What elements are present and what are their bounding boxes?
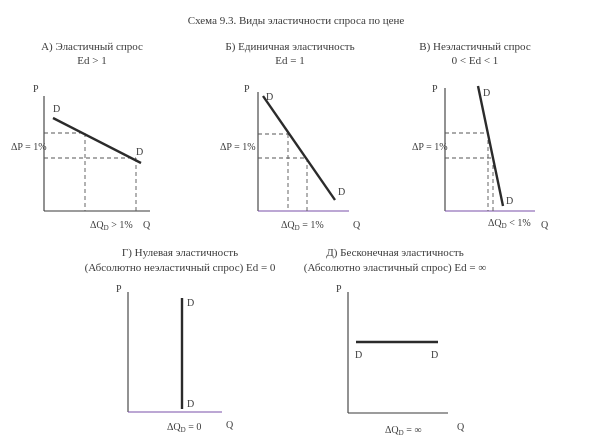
- panel-infinite: [304, 247, 487, 437]
- panel-c-d-top: D: [483, 88, 491, 99]
- panel-b-dp-label: ΔP = 1%: [220, 142, 256, 153]
- panel-e-d-left: D: [355, 350, 363, 361]
- panel-c-p-label: P: [432, 84, 438, 95]
- panel-d-title: Г) Нулевая эластичность: [121, 247, 239, 259]
- panel-d-q-label: Q: [226, 420, 234, 431]
- panel-a-subtitle: Ed > 1: [77, 55, 107, 67]
- panel-b-q-label: Q: [353, 220, 361, 231]
- panel-c-dq-label: $\Delta Q_D < 1\%$: [488, 218, 531, 230]
- panel-unit: [220, 41, 361, 232]
- panel-e-p-label: P: [336, 284, 342, 295]
- panel-elastic: [11, 41, 151, 232]
- panel-a-d-bottom: D: [136, 147, 144, 158]
- panel-c-dp-label: ΔP = 1%: [412, 142, 448, 153]
- panel-c-demand-curve: [478, 86, 503, 206]
- panel-c-title: В) Неэластичный спрос: [419, 41, 531, 53]
- panel-inelastic: [412, 41, 549, 231]
- panel-c-subtitle: 0 < Ed < 1: [451, 55, 499, 67]
- panel-e-title: Д) Бесконечная эластичность: [326, 247, 464, 259]
- panel-d-dq-label: $\Delta Q_D = 0$: [167, 422, 202, 434]
- panel-d-d-top: D: [187, 298, 195, 309]
- panel-a-dq-label: $\Delta Q_D > 1\%$: [90, 220, 133, 232]
- panel-b-dq-label: $\Delta Q_D = 1\%$: [281, 220, 324, 232]
- panel-b-p-label: P: [244, 84, 250, 95]
- panel-a-q-label: Q: [143, 220, 151, 231]
- panel-b-demand-curve: [263, 96, 335, 200]
- panel-a-p-label: P: [33, 84, 39, 95]
- panel-e-q-label: Q: [457, 422, 465, 433]
- panel-b-d-bottom: D: [338, 187, 346, 198]
- panel-e-dq-label: $\Delta Q_D$ = ∞: [385, 425, 422, 437]
- panel-b-subtitle: Ed = 1: [275, 55, 305, 67]
- panel-d-subtitle: (Абсолютно неэластичный спрос) Ed = 0: [84, 262, 276, 274]
- panel-a-dp-label: ΔP = 1%: [11, 142, 47, 153]
- main-title: Схема 9.3. Виды эластичности спроса по цене: [187, 15, 405, 27]
- panel-d-d-bottom: D: [187, 399, 195, 410]
- panel-c-q-label: Q: [541, 220, 549, 231]
- panel-d-p-label: P: [116, 284, 122, 295]
- panel-a-d-top: D: [53, 104, 61, 115]
- panel-b-d-top: D: [266, 92, 274, 103]
- panel-a-demand-curve: [53, 118, 144, 163]
- panel-zero: [85, 247, 276, 434]
- panel-e-subtitle: (Абсолютно эластичный спрос) Ed = ∞: [303, 262, 487, 274]
- panel-e-d-right: D: [431, 350, 439, 361]
- panel-a-title: А) Эластичный спрос: [41, 41, 143, 53]
- panel-b-title: Б) Единичная эластичность: [225, 41, 355, 53]
- panel-c-d-bottom: D: [506, 196, 514, 207]
